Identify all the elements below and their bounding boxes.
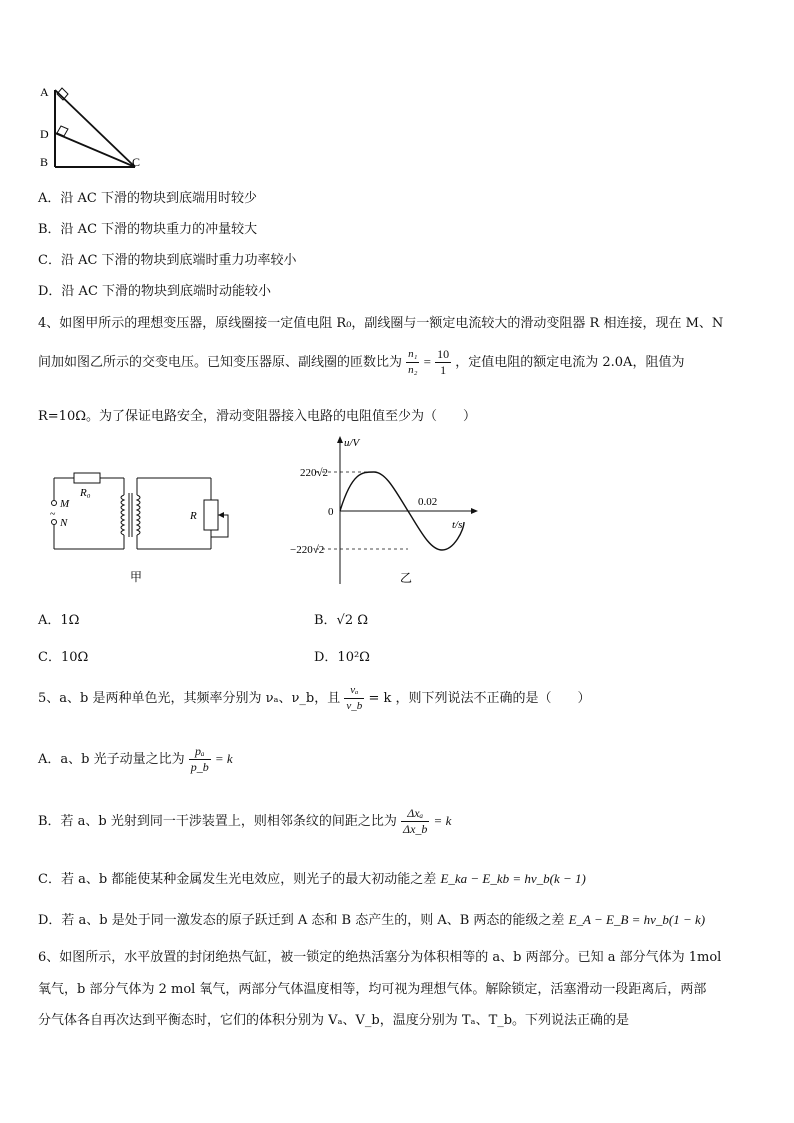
q5-option-b bbox=[38, 806, 451, 837]
q4-line2 bbox=[38, 347, 684, 378]
xtick-label: 0.02 bbox=[418, 496, 438, 508]
ylabel: u/V bbox=[344, 437, 360, 449]
q5-stem bbox=[38, 683, 590, 714]
fringe-den: Δx_b bbox=[403, 822, 428, 836]
svg-text:~: ~ bbox=[50, 509, 56, 520]
incline-figure bbox=[36, 82, 146, 174]
ratio-den: n₂ bbox=[408, 364, 418, 376]
q4-line2-pre: 间加如图乙所示的交变电压。已知变压器原、副线圈的匝数比为 bbox=[38, 355, 403, 370]
q4-option-d: D．10²Ω bbox=[314, 650, 370, 665]
q5-stem-post: = k ，则下列说法不正确的是（ ） bbox=[368, 691, 591, 706]
label-R: R bbox=[190, 510, 197, 522]
ratio-num: n₁ bbox=[406, 347, 419, 363]
momentum-ratio bbox=[189, 744, 211, 775]
transformer-circuit-figure bbox=[40, 465, 250, 590]
q5-option-a bbox=[38, 744, 233, 775]
momentum-den: p_b bbox=[190, 760, 209, 774]
q4-option-a: A．1Ω bbox=[38, 613, 80, 628]
q6-line1: 6、如图所示，水平放置的封闭绝热气缸，被一锁定的绝热活塞分为体积相等的 a、b 两部分。已知 a 部分气体为 1mol bbox=[38, 950, 722, 965]
label-R0: R₀ bbox=[80, 487, 91, 499]
freq-den: ν_b bbox=[346, 700, 363, 712]
fringe-num: Δxₐ bbox=[401, 806, 429, 822]
caption-jia: 甲 bbox=[130, 570, 143, 584]
fringe-ratio bbox=[401, 806, 429, 837]
ratio-val-num: 10 bbox=[437, 347, 450, 361]
q3-option-b: B．沿 AC 下滑的物块重力的冲量较大 bbox=[38, 222, 258, 237]
q5-option-c bbox=[38, 868, 586, 887]
label-N: N bbox=[60, 517, 68, 529]
q4-option-c: C．10Ω bbox=[38, 650, 89, 665]
xlabel: t/s bbox=[452, 519, 463, 531]
q4-line2-post: ，定值电阻的额定电流为 2.0A，阻值为 bbox=[455, 355, 685, 370]
turns-ratio-value bbox=[435, 347, 451, 378]
q5-option-a-post: = k bbox=[214, 751, 233, 766]
q5-option-c-pre: C．若 a、b 都能使某种金属发生光电效应，则光子的最大初动能之差 bbox=[38, 872, 437, 887]
q6-line2: 氧气，b 部分气体为 2 mol 氧气，两部分气体温度相等，均可视为理想气体。解除锁定，活塞滑动一段距离后，两部 bbox=[38, 982, 707, 997]
q5-option-d-pre: D．若 a、b 是处于同一激发态的原子跃迁到 A 态和 B 态产生的，则 A、B 两态的能级之差 bbox=[38, 913, 565, 928]
q4-line1: 4、如图甲所示的理想变压器，原线圈接一定值电阻 R₀，副线圈与一额定电流较大的滑动变阻器 R 相连接，现在 M、N bbox=[38, 316, 724, 331]
freq-num: νₐ bbox=[344, 683, 364, 699]
label-C: C bbox=[132, 155, 141, 169]
q5-option-d bbox=[38, 909, 705, 928]
ymax-label: 220√2 bbox=[300, 467, 329, 479]
q5-option-b-pre: B．若 a、b 光射到同一干涉装置上，则相邻条纹的间距之比为 bbox=[38, 814, 397, 829]
q4-line3: R=10Ω。为了保证电路安全，滑动变阻器接入电路的电阻值至少为（ ） bbox=[38, 409, 477, 424]
q3-option-c: C．沿 AC 下滑的物块到底端时重力功率较小 bbox=[38, 253, 297, 268]
label-A: A bbox=[40, 85, 49, 99]
label-D: D bbox=[40, 127, 49, 141]
freq-ratio bbox=[344, 683, 364, 714]
q5-stem-pre: 5、a、b 是两种单色光，其频率分别为 νₐ、ν_b，且 bbox=[38, 691, 341, 706]
q5-option-d-eq: E_A − E_B = hν_b(1 − k) bbox=[568, 912, 706, 927]
ymin-label: −220√2 bbox=[290, 544, 325, 556]
q5-option-b-post: = k bbox=[433, 813, 452, 828]
ratio-val-den: 1 bbox=[440, 363, 447, 377]
q6-line3: 分气体各自再次达到平衡态时，它们的体积分别为 Vₐ、V_b，温度分别为 Tₐ、T_b。下列说法正确的是 bbox=[38, 1013, 630, 1028]
q3-option-a: A．沿 AC 下滑的物块到底端用时较少 bbox=[38, 191, 257, 206]
voltage-waveform-figure bbox=[282, 432, 482, 592]
zero-label: 0 bbox=[328, 506, 334, 518]
ratio-eq: = bbox=[423, 354, 431, 369]
q4-option-b: B．√2 Ω bbox=[314, 613, 369, 628]
q5-option-a-pre: A．a、b 光子动量之比为 bbox=[38, 752, 185, 767]
turns-ratio-symbol bbox=[406, 347, 419, 378]
label-M: M bbox=[60, 498, 70, 510]
momentum-num: pₐ bbox=[189, 744, 211, 760]
q5-option-c-eq: E_ka − E_kb = hν_b(k − 1) bbox=[440, 871, 586, 886]
q3-option-d: D．沿 AC 下滑的物块到底端时动能较小 bbox=[38, 284, 272, 299]
caption-yi: 乙 bbox=[400, 571, 413, 585]
label-B: B bbox=[40, 155, 49, 169]
